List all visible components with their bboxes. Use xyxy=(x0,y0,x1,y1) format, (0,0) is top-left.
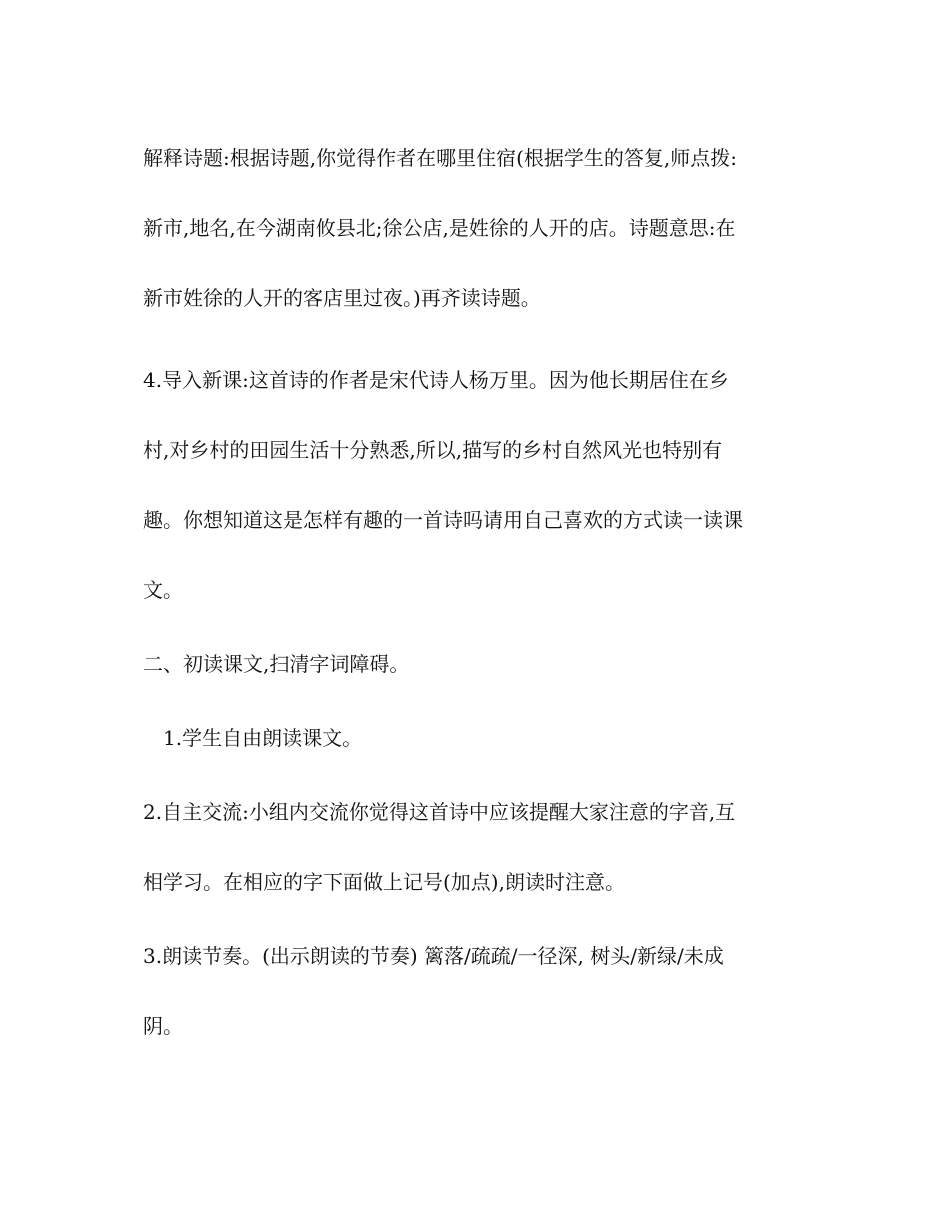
text-line: 新市,地名,在今湖南攸县北;徐公店,是姓徐的人开的店。诗题意思:在 xyxy=(143,216,736,240)
text-line: 村,对乡村的田园生活十分熟悉,所以,描写的乡村自然风光也特别有 xyxy=(143,438,723,462)
section-heading: 二、初读课文,扫清字词障碍。 xyxy=(143,652,410,676)
text-line: 解释诗题:根据诗题,你觉得作者在哪里住宿(根据学生的答复,师点拨: xyxy=(143,146,737,170)
text-line: 文。 xyxy=(143,578,183,602)
text-line: 阴。 xyxy=(143,1014,183,1038)
text-line: 新市姓徐的人开的客店里过夜。)再齐读诗题。 xyxy=(143,286,541,310)
list-item: 1.学生自由朗读课文。 xyxy=(163,726,363,750)
list-item: 3.朗读节奏。(出示朗读的节奏) 篱落/疏疏/一径深, 树头/新绿/未成 xyxy=(143,944,724,968)
text-line: 相学习。在相应的字下面做上记号(加点),朗读时注意。 xyxy=(143,870,625,894)
text-line: 4.导入新课:这首诗的作者是宋代诗人杨万里。因为他长期居住在乡 xyxy=(143,368,729,392)
list-item: 2.自主交流:小组内交流你觉得这首诗中应该提醒大家注意的字音,互 xyxy=(143,800,736,824)
text-line: 趣。你想知道这是怎样有趣的一首诗吗请用自己喜欢的方式读一读课 xyxy=(143,508,743,532)
